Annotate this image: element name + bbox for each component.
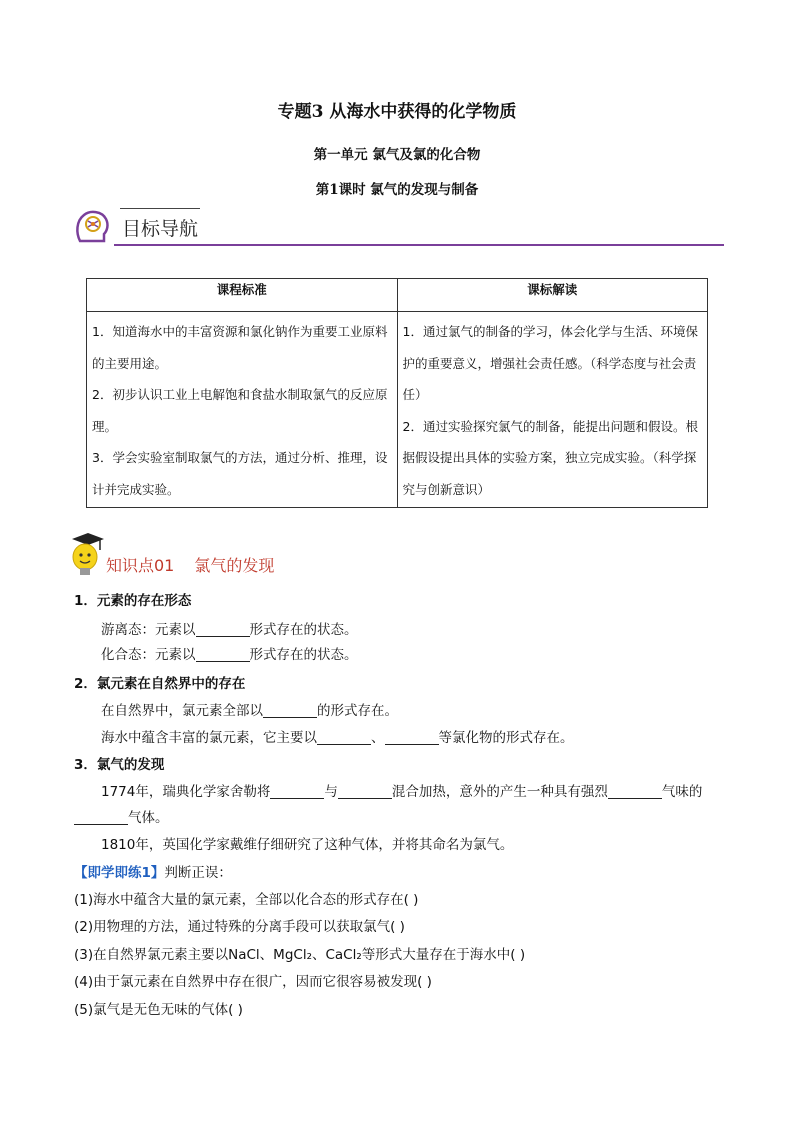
practice-instruction: 判断正误：	[164, 865, 232, 881]
free-state-line	[101, 618, 358, 638]
text: 在自然界中，氯元素全部以	[101, 703, 263, 719]
lesson-title: 第1课时 氯气的发现与制备	[315, 182, 479, 198]
text: 形式存在的状态。	[249, 647, 358, 663]
fill-blank	[196, 622, 250, 637]
col-header-interpretation: 课标解读	[397, 279, 708, 312]
knowledge-point-header	[66, 530, 366, 578]
practice-item: (3)在自然界氯元素主要以NaCl、MgCl₂、CaCl₂等形式大量存在于海水中( )	[74, 947, 526, 963]
standards-cell	[87, 312, 398, 508]
brain-head-icon	[74, 207, 110, 245]
interpretation-item: 2．通过实验探究氯气的制备，能提出问题和假设。根据假设提出具体的实验方案，独立完成实验。（科学探究与创新意识）	[402, 418, 698, 497]
main-title: 专题3 从海水中获得的化学物质	[277, 102, 517, 122]
fill-blank	[263, 703, 317, 718]
col-header-standards: 课程标准	[87, 279, 398, 312]
knowledge-point-title	[106, 553, 274, 576]
fill-blank	[270, 784, 324, 799]
fill-blank	[317, 730, 371, 745]
text: 海水中蕴含丰富的氯元素，它主要以	[101, 730, 317, 746]
text: 混合加热，意外的产生一种具有强烈	[391, 784, 608, 800]
standard-item: 1．知道海水中的丰富资源和氯化钠作为重要工业原料的主要用途。	[92, 324, 388, 371]
practice-heading	[74, 861, 232, 881]
text: 1774年，瑞典化学家舍勒将	[101, 784, 271, 800]
interpretation-cell	[397, 312, 708, 508]
standard-item: 3．学会实验室制取氯气的方法，通过分析、推理，设计并完成实验。	[92, 450, 388, 497]
practice-item: (4)由于氯元素在自然界中存在很广，因而它很容易被发现( )	[74, 974, 432, 990]
davy-paragraph: 1810年，英国化学家戴维仔细研究了这种气体，并将其命名为氯气。	[101, 837, 514, 853]
curriculum-standards-table	[86, 278, 708, 508]
header-top-line	[120, 208, 200, 209]
knowledge-point-number: 知识点01	[106, 556, 175, 575]
practice-item: (2)用物理的方法，通过特殊的分离手段可以获取氯气( )	[74, 919, 405, 935]
fill-blank	[74, 810, 128, 825]
text: 气味的	[661, 784, 703, 800]
practice-item: (1)海水中蕴含大量的氯元素，全部以化合态的形式存在( )	[74, 892, 419, 908]
text: 、	[371, 730, 385, 746]
fill-blank	[338, 784, 392, 799]
discovery-paragraph-line1	[101, 780, 702, 800]
nav-label: 目标导航	[122, 218, 199, 240]
text: 游离态：元素以	[101, 622, 196, 638]
section-heading: 3．氯气的发现	[74, 757, 165, 773]
knowledge-point-name: 氯气的发现	[194, 556, 275, 575]
text: 化合态：元素以	[101, 647, 196, 663]
unit-title: 第一单元 氯气及氯的化合物	[313, 147, 481, 163]
seawater-chlorine-line	[101, 726, 574, 746]
nav-underline	[114, 244, 724, 246]
discovery-paragraph-line2	[74, 806, 169, 826]
text: 等氯化物的形式存在。	[438, 730, 574, 746]
interpretation-item: 1．通过氯气的制备的学习，体会化学与生活、环境保护的重要意义，增强社会责任感。（科学态度与社会责任）	[402, 324, 698, 402]
fill-blank	[608, 784, 662, 799]
section-heading: 1．元素的存在形态	[74, 593, 192, 609]
chlorine-nature-line	[101, 699, 398, 719]
lightbulb-graduation-cap-icon	[66, 530, 106, 578]
text: 气体。	[128, 810, 169, 826]
fill-blank	[385, 730, 439, 745]
combined-state-line	[101, 643, 358, 663]
practice-tag: 【即学即练1】	[74, 865, 165, 881]
target-navigation-header	[74, 204, 724, 248]
standard-item: 2．初步认识工业上电解饱和食盐水制取氯气的反应原理。	[92, 387, 388, 434]
section-heading: 2．氯元素在自然界中的存在	[74, 676, 246, 692]
fill-blank	[196, 647, 250, 662]
text: 形式存在的状态。	[249, 622, 358, 638]
practice-item: (5)氯气是无色无味的气体( )	[74, 1002, 243, 1018]
text: 与	[324, 784, 338, 800]
text: 的形式存在。	[317, 703, 398, 719]
